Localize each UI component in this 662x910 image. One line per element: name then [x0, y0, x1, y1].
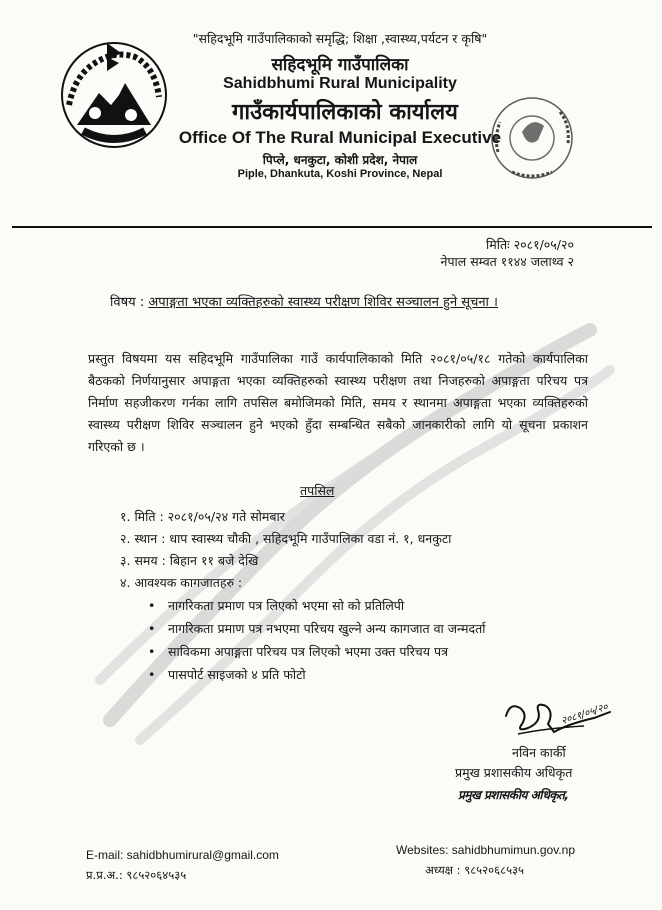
footer-chair-phone: अध्यक्ष : ९८५२०६८५३५	[425, 863, 525, 877]
document-list-item: • नागरिकता प्रमाण पत्र नभएमा परिचय खुल्ने अन्य कागजात वा जन्मदर्ता	[148, 620, 485, 637]
subject-text: अपाङ्गता भएका व्यक्तिहरुको स्वास्थ्य परीक्षण शिविर सञ्चालन हुने सूचना ।	[148, 295, 498, 310]
letterhead-divider	[12, 226, 652, 228]
letter-date: मितिः २०८१/०५/२०	[486, 237, 574, 252]
details-item-date: १. मिति : २०८१/०५/२४ गते सोमबार	[120, 509, 285, 524]
subject-label: विषय :	[110, 295, 145, 310]
nepal-sambat-date: नेपाल सम्वत ११४४ जलाथ्व २	[440, 254, 574, 269]
details-item-venue: २. स्थान : धाप स्वास्थ्य चौकी , सहिदभूमि गाउँपालिका वडा नं. १, धनकुटा	[120, 531, 452, 546]
official-stamp-text: प्रमुख प्रशासकीय अधिकृत,	[458, 788, 569, 802]
municipality-name-en: Sahidbhumi Rural Municipality	[223, 75, 457, 92]
document-list-item: • नागरिकता प्रमाण पत्र लिएको भएमा सो को प्रतिलिपी	[148, 597, 404, 614]
address-en: Piple, Dhankuta, Koshi Province, Nepal	[237, 168, 443, 180]
footer-cao-phone: प्र.प्र.अ.: ९८५२०६४५३५	[86, 868, 187, 882]
letter-subject	[110, 292, 498, 310]
address-np: पिप्ले, धनकुटा, कोशी प्रदेश, नेपाल	[262, 153, 418, 167]
signatory-title: प्रमुख प्रशासकीय अधिकृत	[455, 765, 573, 780]
municipality-name-np: सहिदभूमि गाउँपालिका	[271, 55, 409, 75]
details-item-documents: ४. आवश्यक कागजातहरु :	[120, 575, 243, 590]
notice-body: प्रस्तुत विषयमा यस सहिदभूमि गाउँपालिका गाउँ कार्यपालिकाको मिति २०८१/०५/१८ गतेको कार्यपालिका बैठकको निर्णयानुसार अपाङ्गता भएका व्यक्तिहरुको स्वास्थ्य परीक्षण तथा निजहरुको अपाङ्गता परिचय पत्र निर्माण सहजीकरण गर्नका लागि तपसिल बमोजिमको मिति, समय र स्थानमा अपाङ्गता भएका व्यक्तिहरुको स्वास्थ्य परीक्षण शिविर सञ्चालन हुने भएको हुँदा सम्बन्धित सबैको जानकारीको लागि यो सूचना प्रकाशन गरिएको छ ।	[88, 351, 588, 454]
details-item-time: ३. समय : बिहान ११ बजे देखि	[120, 553, 259, 568]
office-name-np: गाउँकार्यपालिकाको कार्यालय	[232, 100, 458, 125]
document-list-item: • साविकमा अपाङ्गता परिचय पत्र लिएको भएमा उक्त परिचय पत्र	[148, 643, 448, 660]
office-name-en: Office Of The Rural Municipal Executive	[178, 128, 502, 147]
footer-website: Websites: sahidbhumimun.gov.np	[396, 843, 575, 857]
signature-date: २०८१/०५/२०	[559, 701, 610, 728]
letterhead-tagline: "सहिदभूमि गाउँपालिकाको समृद्धि; शिक्षा ,स्वास्थ्य,पर्यटन र कृषि"	[192, 31, 488, 46]
footer-email: E-mail: sahidbhumirural@gmail.com	[86, 848, 279, 862]
document-list-item: • पासपोर्ट साइजको ४ प्रति फोटो	[148, 666, 306, 683]
signatory-name: नविन कार्की	[512, 745, 566, 760]
details-heading: तपसिल	[300, 483, 335, 498]
